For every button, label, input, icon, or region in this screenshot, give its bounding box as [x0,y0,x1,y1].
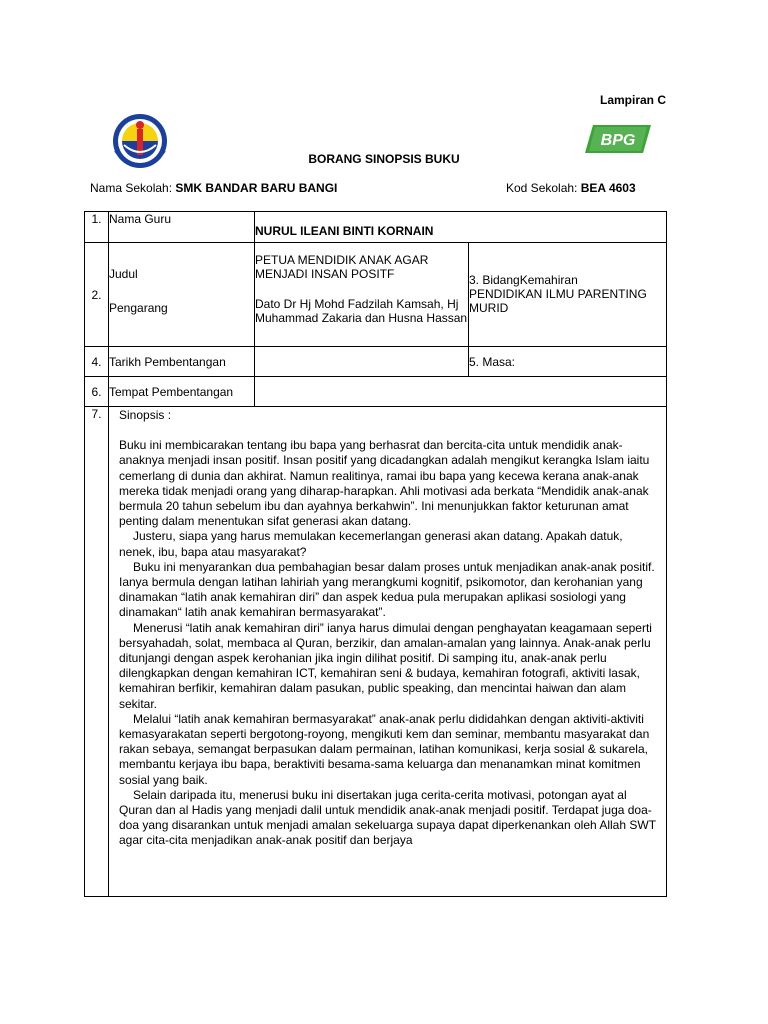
bpg-logo-text: BPG [600,132,636,149]
row-judul-pengarang [85,243,667,347]
bidang-kemahiran-value[interactable]: PENDIDIKAN ILMU PARENTING MURID [469,287,647,315]
sinopsis-paragraph: Justeru, siapa yang harus memulakan kecemerlangan generasi akan datang. Apakah datuk, nenek, ibu, bapa atau masyarakat? [119,529,623,559]
school-code-line [506,181,636,195]
nama-guru-label: Nama Guru [109,212,255,243]
tempat-value[interactable] [255,377,667,407]
sinopsis-label: Sinopsis : [119,408,172,422]
tarikh-label: Tarikh Pembentangan [109,347,255,377]
judul-pengarang-labels [109,243,255,347]
sinopsis-paragraph: Buku ini menyarankan dua pembahagian besar dalam proses untuk menjadikan anak-anak positif. Ianya bermula dengan latihan lahiriah yang merangkumi kognitif, psikomotor, dan kerohanian yang dinamakan “latih anak kemahiran diri” dan aspek kedua pula merupakan aplikasi sosiologi yang dinamakan“ latih anak kemahiran bermasyarakat”. [119,559,655,620]
row-number: 4. [85,347,109,377]
book-title-value[interactable]: PETUA MENDIDIK ANAK AGAR MENJADI INSAN POSITF [255,253,429,281]
book-details [255,243,469,347]
school-name-line [90,181,337,195]
school-code-value: BEA 4603 [580,181,636,195]
author-value[interactable]: Dato Dr Hj Mohd Fadzilah Kamsah, Hj Muhammad Zakaria dan Husna Hassan [255,297,468,325]
row-tempat [85,377,667,407]
row-number: 1. [85,212,109,243]
masa-label[interactable]: 5. Masa: [469,347,667,377]
sinopsis-paragraph: Selain daripada itu, menerusi buku ini disertakan juga cerita-cerita motivasi, potongan ayat al Quran dan al Hadis yang menjadi dalil untuk mendidik anak-anak menjadi positif. Terdapat juga doa-doa yang disarankan untuk menjadi amalan sekeluarga supaya dapat diperkenankan oleh Allah SWT agar cita-cita menjadikan anak-anak positif dan berjaya [119,787,656,848]
row-nama-guru [85,212,667,243]
tarikh-value[interactable] [255,347,469,377]
pengarang-label: Pengarang [109,301,168,315]
tempat-label: Tempat Pembentangan [109,377,255,407]
sinopsis-cell[interactable] [109,407,667,897]
sinopsis-paragraph: Melalui “latih anak kemahiran bermasyarakat” anak-anak perlu dididahkan dengan aktiviti-aktiviti kemasyarakatan seperti bergotong-royong, mengikuti kem dan seminar, membantu masyarakat dan rakan sebaya, semangat berpasukan dalam permainan, latihan komunikasi, kerja sosial & sukarela, membantu kerjaya ibu bapa, beraktiviti besama-sama keluarga dan menanamkan minat komitmen sosial yang baik. [119,711,650,787]
nama-guru-value[interactable]: NURUL ILEANI BINTI KORNAIN [255,212,667,243]
row-sinopsis [85,407,667,897]
lampiran-label: Lampiran C [600,93,667,107]
school-name-value: SMK BANDAR BARU BANGI [175,181,338,195]
sinopsis-paragraph: Menerusi “latih anak kemahiran diri” ianya harus dimulai dengan penghayatan keagamaan seperti bersyahadah, solat, membaca al Quran, berzikir, dan amalan-amalan yang lainnya. Anak-anak perlu ditunjangi dengan aspek kerohanian jika ingin dilihat positif. Di samping itu, anak-anak perlu dilengkapkan dengan kemahiran ICT, kemahiran seni & budaya, kemahiran fotografi, aktiviti lasak, kemahiran berfikir, kemahiran dalam pasukan, public speaking, dan mencintai haiwan dan alam sekitar. [119,620,652,711]
bidang-kemahiran-label: 3. BidangKemahiran [469,273,578,287]
row-number: 6. [85,377,109,407]
school-code-label: Kod Sekolah: [506,181,578,195]
row-number: 7. [85,407,109,897]
school-name-label: Nama Sekolah: [90,181,173,195]
row-number: 2. [85,243,109,347]
judul-label: Judul [109,267,138,281]
row-tarikh [85,347,667,377]
synopsis-form-table [84,211,667,897]
form-title: BORANG SINOPSIS BUKU [308,152,460,166]
sinopsis-paragraph: Buku ini membicarakan tentang ibu bapa yang berhasrat dan bercita-cita untuk mendidik anak-anaknya menjadi insan positif. Insan positif yang dicadangkan adalah mengikut kerangka Islam iaitu cemerlang di dunia dan akhirat. Namun realitinya, ramai ibu bapa yang kecewa kerana anak-anak mereka tidak menjadi orang yang diharap-harapkan. Ahli motivasi ada berkata “Mendidik anak-anak bermula 20 tahun sebelum ibu dan ayahnya berkahwin”. Ini menunjukkan faktor keturunan amat penting dalam menentukan sifat generasi akan datang. [119,438,650,529]
bidang-kemahiran-cell [469,243,667,347]
